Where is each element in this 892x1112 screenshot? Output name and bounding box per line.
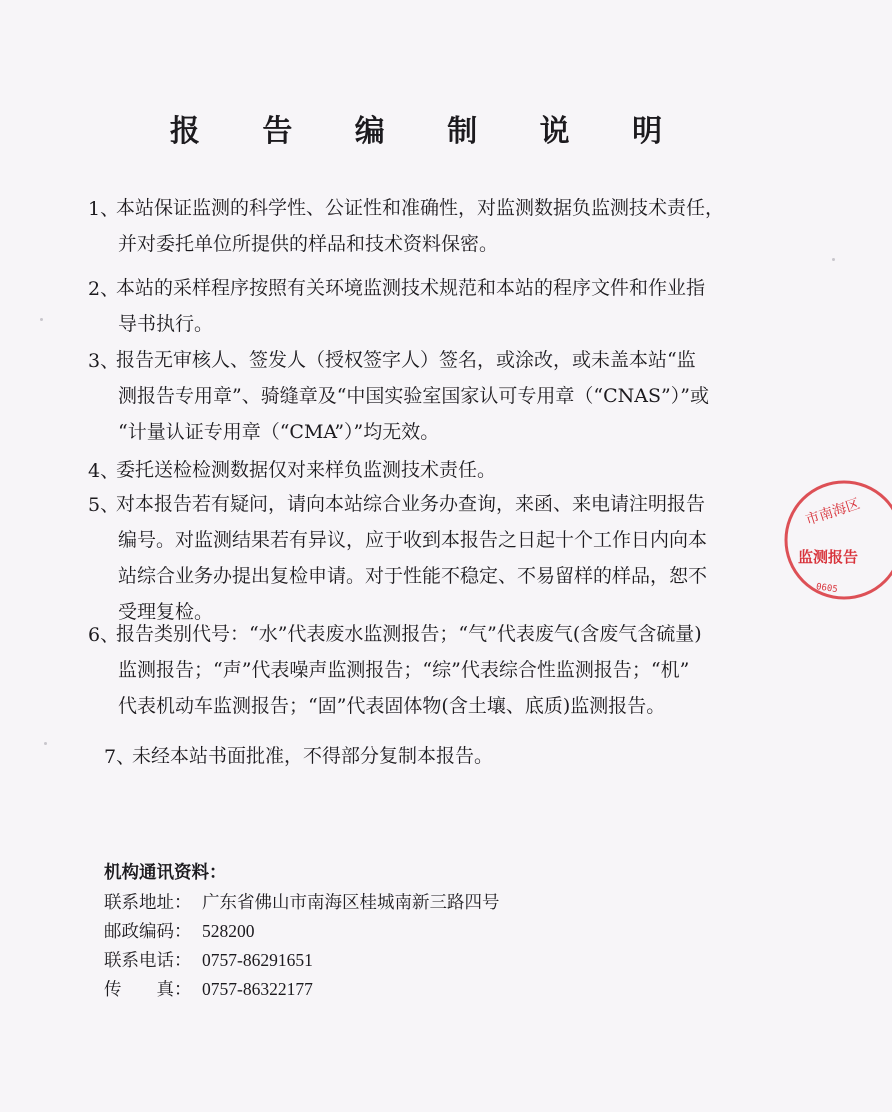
scan-speck — [832, 258, 835, 261]
list-item-4 — [88, 452, 788, 488]
item-number: 7、 — [104, 746, 136, 768]
item-line: 受理复检。 — [118, 601, 214, 623]
contact-row-address — [104, 888, 500, 917]
item-line: 并对委托单位所提供的样品和技术资料保密。 — [118, 233, 499, 255]
contact-row-phone — [104, 946, 500, 975]
item-line: 本站保证监测的科学性、公证性和准确性，对监测数据负监测技术责任， — [116, 197, 725, 219]
item-line: 未经本站书面批准，不得部分复制本报告。 — [132, 745, 494, 767]
contact-value: 0757-86291651 — [202, 950, 313, 970]
seal-text-mid: 监测报告 — [798, 548, 859, 566]
contact-label: 联系地址： — [104, 892, 192, 912]
item-line: 导书执行。 — [118, 313, 214, 335]
scan-speck — [44, 742, 47, 745]
list-item-3 — [88, 342, 788, 450]
list-item-6 — [88, 616, 788, 724]
seal-text-top: 市南海区 — [803, 496, 862, 529]
item-number: 1、 — [88, 198, 120, 220]
scan-speck — [40, 318, 43, 321]
list-item-1 — [88, 190, 788, 262]
item-line: 代表机动车监测报告；“固”代表固体物(含土壤、底质)监测报告。 — [118, 695, 666, 717]
contact-row-fax — [104, 975, 500, 1004]
item-number: 2、 — [88, 278, 120, 300]
page-title: 报 告 编 制 说 明 — [169, 114, 689, 149]
item-number: 5、 — [88, 494, 120, 516]
item-line: 本站的采样程序按照有关环境监测技术规范和本站的程序文件和作业指 — [116, 277, 706, 299]
item-number: 3、 — [88, 350, 120, 372]
item-line: 测报告专用章”、骑缝章及“中国实验室国家认可专用章（“CNAS”）”或 — [118, 385, 709, 407]
contact-value: 0757-86322177 — [202, 979, 313, 999]
contact-value: 528200 — [202, 921, 255, 941]
item-line: 监测报告；“声”代表噪声监测报告；“综”代表综合性监测报告；“机” — [118, 659, 690, 681]
seal-number: 0605 — [815, 582, 839, 596]
contact-row-postcode — [104, 917, 500, 946]
list-item-5 — [88, 486, 788, 630]
list-item-2 — [88, 270, 788, 342]
list-item-7 — [104, 738, 804, 774]
item-line: 对本报告若有疑问，请向本站综合业务办查询，来函、来电请注明报告 — [116, 493, 706, 515]
contact-heading: 机构通讯资料： — [104, 863, 227, 883]
item-number: 4、 — [88, 460, 120, 482]
contact-label: 邮政编码： — [104, 921, 192, 941]
item-line: 站综合业务办提出复检申请。对于性能不稳定、不易留样的样品，恕不 — [118, 565, 708, 587]
contact-info — [104, 858, 500, 1004]
contact-label: 传 真： — [104, 979, 192, 999]
contact-label: 联系电话： — [104, 950, 192, 970]
official-seal-stamp — [782, 478, 892, 608]
item-line: 编号。对监测结果若有异议，应于收到本报告之日起十个工作日内向本 — [118, 529, 708, 551]
item-number: 6、 — [88, 624, 120, 646]
item-line: “计量认证专用章（“CMA”）”均无效。 — [118, 421, 440, 443]
item-line: 报告类别代号：“水”代表废水监测报告；“气”代表废气(含废气含硫量) — [116, 623, 702, 645]
item-line: 报告无审核人、签发人（授权签字人）签名，或涂改，或未盖本站“监 — [116, 349, 696, 371]
item-line: 委托送检检测数据仅对来样负监测技术责任。 — [116, 459, 497, 481]
contact-value: 广东省佛山市南海区桂城南新三路四号 — [202, 892, 500, 912]
